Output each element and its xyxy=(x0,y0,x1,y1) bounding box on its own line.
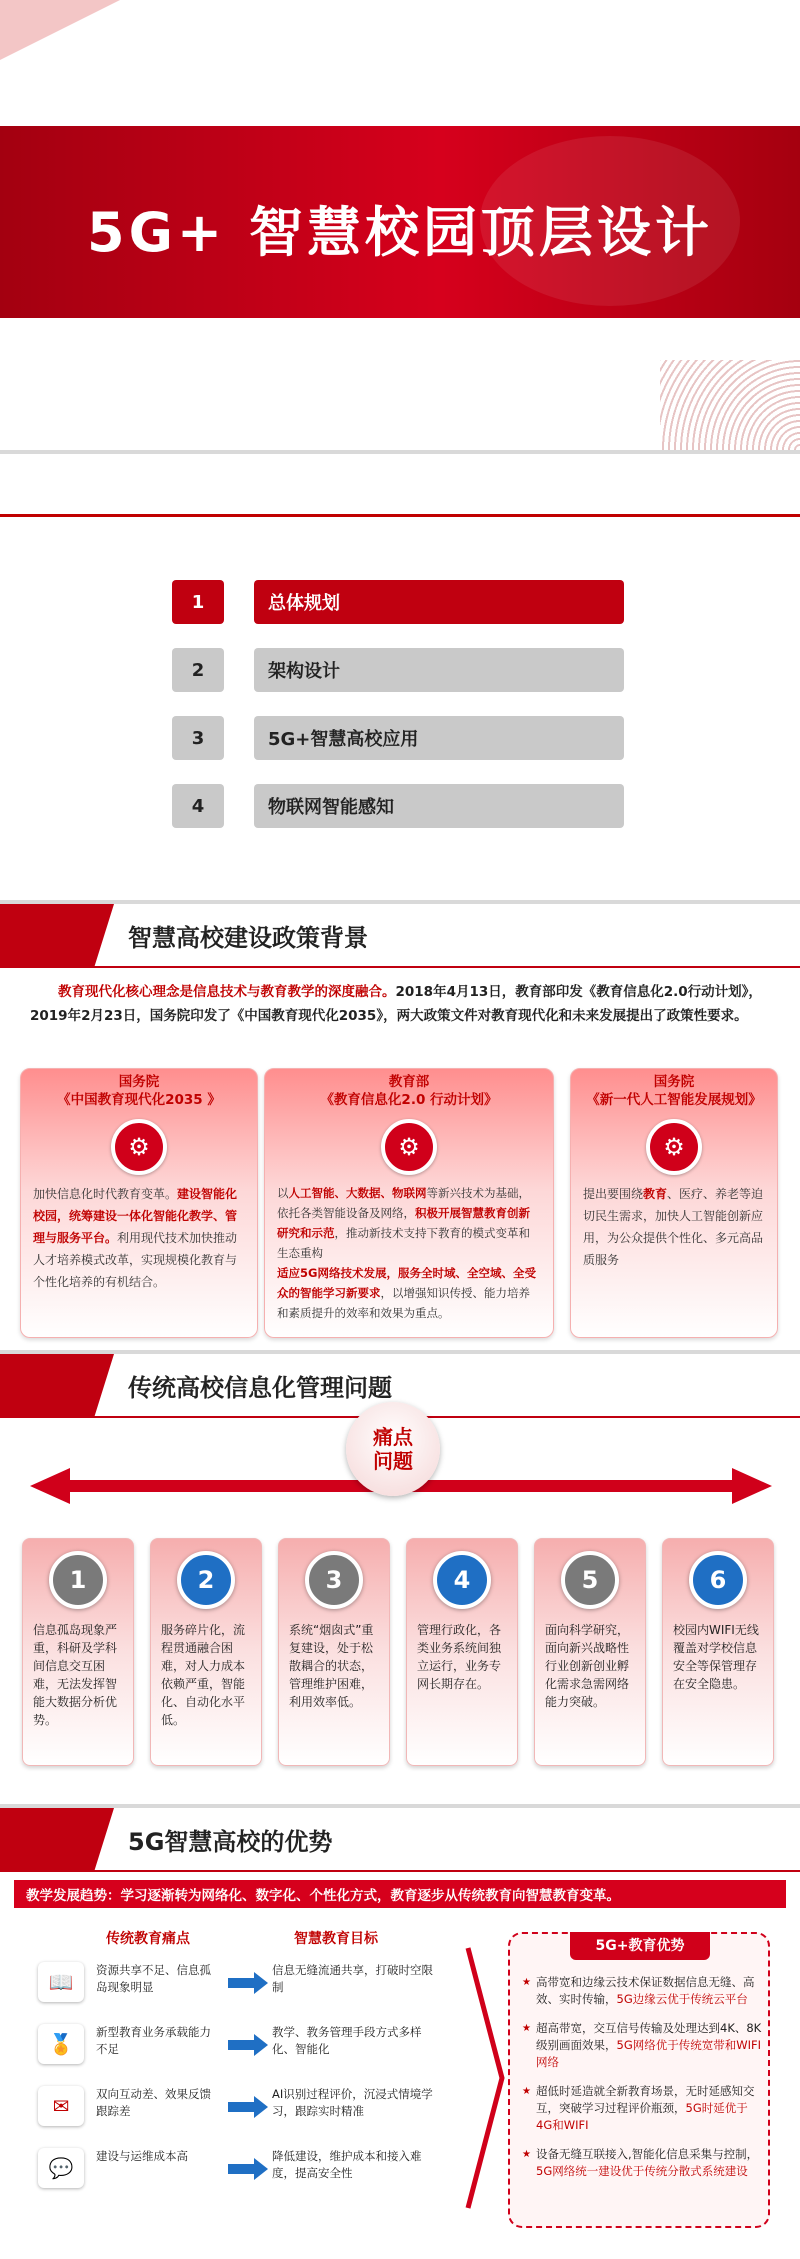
corner-decoration xyxy=(0,0,120,60)
card-org: 国务院 xyxy=(653,1074,695,1090)
problem-text: 信息孤岛现象严重，科研及学科间信息交互困难，无法发挥智能大数据分析优势。 xyxy=(33,1623,118,1727)
title-slide xyxy=(0,0,800,450)
goal-text: 信息无缝流通共享，打破时空限制 xyxy=(272,1963,433,1994)
card-doc: 《教育信息化2.0 行动计划》 xyxy=(320,1092,498,1108)
arrow-right-icon xyxy=(228,1972,268,1994)
pain-point-bubble: 痛点 问题 xyxy=(346,1402,440,1496)
toc-slide xyxy=(0,454,800,900)
slide-header xyxy=(0,904,800,968)
problem-text: 系统“烟囱式”重复建设，处于松散耦合的状态，管理维护困难，利用效率低。 xyxy=(289,1623,374,1709)
toc-label: 架构设计 xyxy=(254,648,624,692)
problem-card-3 xyxy=(278,1538,390,1766)
advantage-item: ★ 超低时延造就全新教育场景，无时延感知交互，突破学习过程评价瓶颈，5G时延优于4G和WIFI xyxy=(522,2083,762,2134)
problem-card-5 xyxy=(534,1538,646,1766)
problem-text: 服务碎片化，流程贯通融合困难，对人力成本依赖严重，智能化、自动化水平低。 xyxy=(161,1623,246,1727)
pain-column-header: 传统教育痛点 xyxy=(106,1931,190,1947)
arrow-right-icon xyxy=(228,2034,268,2056)
toc-label: 5G+智慧高校应用 xyxy=(254,716,624,760)
compare-row-4 xyxy=(30,2144,470,2194)
chevron-right-icon xyxy=(462,1938,508,2218)
pain-text: 新型教育业务承载能力不足 xyxy=(96,2025,211,2056)
trend-banner: 教学发展趋势：学习逐渐转为网络化、数字化、个性化方式，教育逐步从传统教育向智慧教育变革。 xyxy=(14,1880,786,1908)
problem-card-4 xyxy=(406,1538,518,1766)
slide-heading: 传统高校信息化管理问题 xyxy=(128,1374,392,1402)
problem-number: 3 xyxy=(305,1551,363,1609)
pain-text: 建设与运维成本高 xyxy=(96,2149,188,2163)
problem-text: 面向科学研究，面向新兴战略性行业创新创业孵化需求急需网络能力突破。 xyxy=(545,1623,630,1709)
card-body: 加快信息化时代教育变革。建设智能化校园，统筹建设一体化智能化教学、管理与服务平台。利用现代技术加快推动人才培养模式改革，实现规模化教育与个性化培养的有机结合。 xyxy=(33,1187,238,1289)
pattern-decoration xyxy=(660,360,800,450)
card-body: 提出要围绕教育、医疗、养老等迫切民生需求，加快人工智能创新应用，为公众提供个性化、多元高品质服务 xyxy=(583,1187,764,1267)
intro-text: 2018年4月13日，教育部印发《教育信息化2.0行动计划》，2019年2月23日，国务院印发了《中国教育现代化2035》，两大政策文件对教育现代化和未来发展提出了政策性要求。 xyxy=(30,984,762,1024)
toc-number: 3 xyxy=(172,716,224,760)
divider xyxy=(0,514,800,517)
problem-number: 4 xyxy=(433,1551,491,1609)
card-doc: 《中国教育现代化2035 》 xyxy=(57,1092,221,1108)
advantages-box xyxy=(508,1932,770,2228)
problem-card-1 xyxy=(22,1538,134,1766)
goal-text: AI识别过程评价，沉浸式情境学习，跟踪实时精准 xyxy=(272,2087,433,2118)
compare-row-1 xyxy=(30,1958,470,2008)
slide-header xyxy=(0,1808,800,1872)
problem-card-2 xyxy=(150,1538,262,1766)
slide-heading: 智慧高校建设政策背景 xyxy=(128,924,368,952)
toc-item-4[interactable] xyxy=(172,784,624,830)
advantages-slide xyxy=(0,1808,800,2259)
slide-heading: 5G智慧高校的优势 xyxy=(128,1828,333,1856)
goal-column-header: 智慧教育目标 xyxy=(294,1931,378,1947)
intro-paragraph xyxy=(30,980,772,1028)
problem-number: 6 xyxy=(689,1551,747,1609)
toc-number: 1 xyxy=(172,580,224,624)
pain-text: 双向互动差、效果反馈跟踪差 xyxy=(96,2087,211,2118)
problem-text: 管理行政化，各类业务系统间独立运行，业务专网长期存在。 xyxy=(417,1623,502,1691)
gear-icon: ⚙ xyxy=(646,1119,702,1175)
goal-text: 教学、教务管理手段方式多样化、智能化 xyxy=(272,2025,422,2056)
advantage-item: ★ 设备无缝互联接入,智能化信息采集与控制，5G网络统一建设优于传统分散式系统建设 xyxy=(522,2146,762,2180)
mail-icon: ✉ xyxy=(38,2086,84,2126)
compare-row-2 xyxy=(30,2020,470,2070)
gear-icon: ⚙ xyxy=(381,1119,437,1175)
card-org: 国务院 xyxy=(118,1074,160,1090)
intro-highlight: 教育现代化核心理念是信息技术与教育教学的深度融合。 xyxy=(58,984,396,1000)
card-doc: 《新一代人工智能发展规划》 xyxy=(586,1092,762,1108)
advantage-item: ★ 高带宽和边缘云技术保证数据信息无缝、高效、实时传输，5G边缘云优于传统云平台 xyxy=(522,1974,762,2008)
page-title: 5G+ 智慧校园顶层设计 xyxy=(87,201,713,264)
toc-number: 2 xyxy=(172,648,224,692)
toc-label: 物联网智能感知 xyxy=(254,784,624,828)
policy-card-1 xyxy=(20,1068,258,1338)
gear-icon: ⚙ xyxy=(111,1119,167,1175)
policy-card-2 xyxy=(264,1068,554,1338)
policy-card-3 xyxy=(570,1068,778,1338)
toc-number: 4 xyxy=(172,784,224,828)
advantage-item: ★ 超高带宽，交互信号传输及处理达到4K、8K级别画面效果，5G网络优于传统宽带和WIFI网络 xyxy=(522,2020,762,2071)
problem-card-6 xyxy=(662,1538,774,1766)
toc-item-3[interactable] xyxy=(172,716,624,762)
compare-row-3 xyxy=(30,2082,470,2132)
toc-label: 总体规划 xyxy=(254,580,624,624)
problem-text: 校园内WIFI无线覆盖对学校信息安全等保管理存在安全隐患。 xyxy=(673,1623,759,1691)
pain-text: 资源共享不足、信息孤岛现象明显 xyxy=(96,1963,211,1994)
policy-slide xyxy=(0,904,800,1350)
award-icon: 🏅 xyxy=(38,2024,84,2064)
advantages-title: 5G+教育优势 xyxy=(570,1932,710,1960)
arrow-right-icon xyxy=(228,2158,268,2180)
problem-number: 5 xyxy=(561,1551,619,1609)
toc-item-2[interactable] xyxy=(172,648,624,694)
arrow-right-icon xyxy=(228,2096,268,2118)
goal-text: 降低建设，维护成本和接入难度，提高安全性 xyxy=(272,2149,422,2180)
book-icon: 📖 xyxy=(38,1962,84,2002)
card-body: 以人工智能、大数据、物联网等新兴技术为基础，依托各类智能设备及网络，积极开展智慧教育创新研究和示范，推动新技术支持下教育的模式变革和生态重构 适应5G网络技术发展，服务全时域、全空域、全受众的智能学习新要求，以增强知识传授、能力培养和素质提升的效率和效果为重点。 xyxy=(277,1186,536,1320)
chat-icon: 💬 xyxy=(38,2148,84,2188)
problems-slide xyxy=(0,1354,800,1804)
problem-number: 2 xyxy=(177,1551,235,1609)
toc-item-1[interactable] xyxy=(172,580,624,626)
card-org: 教育部 xyxy=(388,1074,430,1090)
problem-number: 1 xyxy=(49,1551,107,1609)
